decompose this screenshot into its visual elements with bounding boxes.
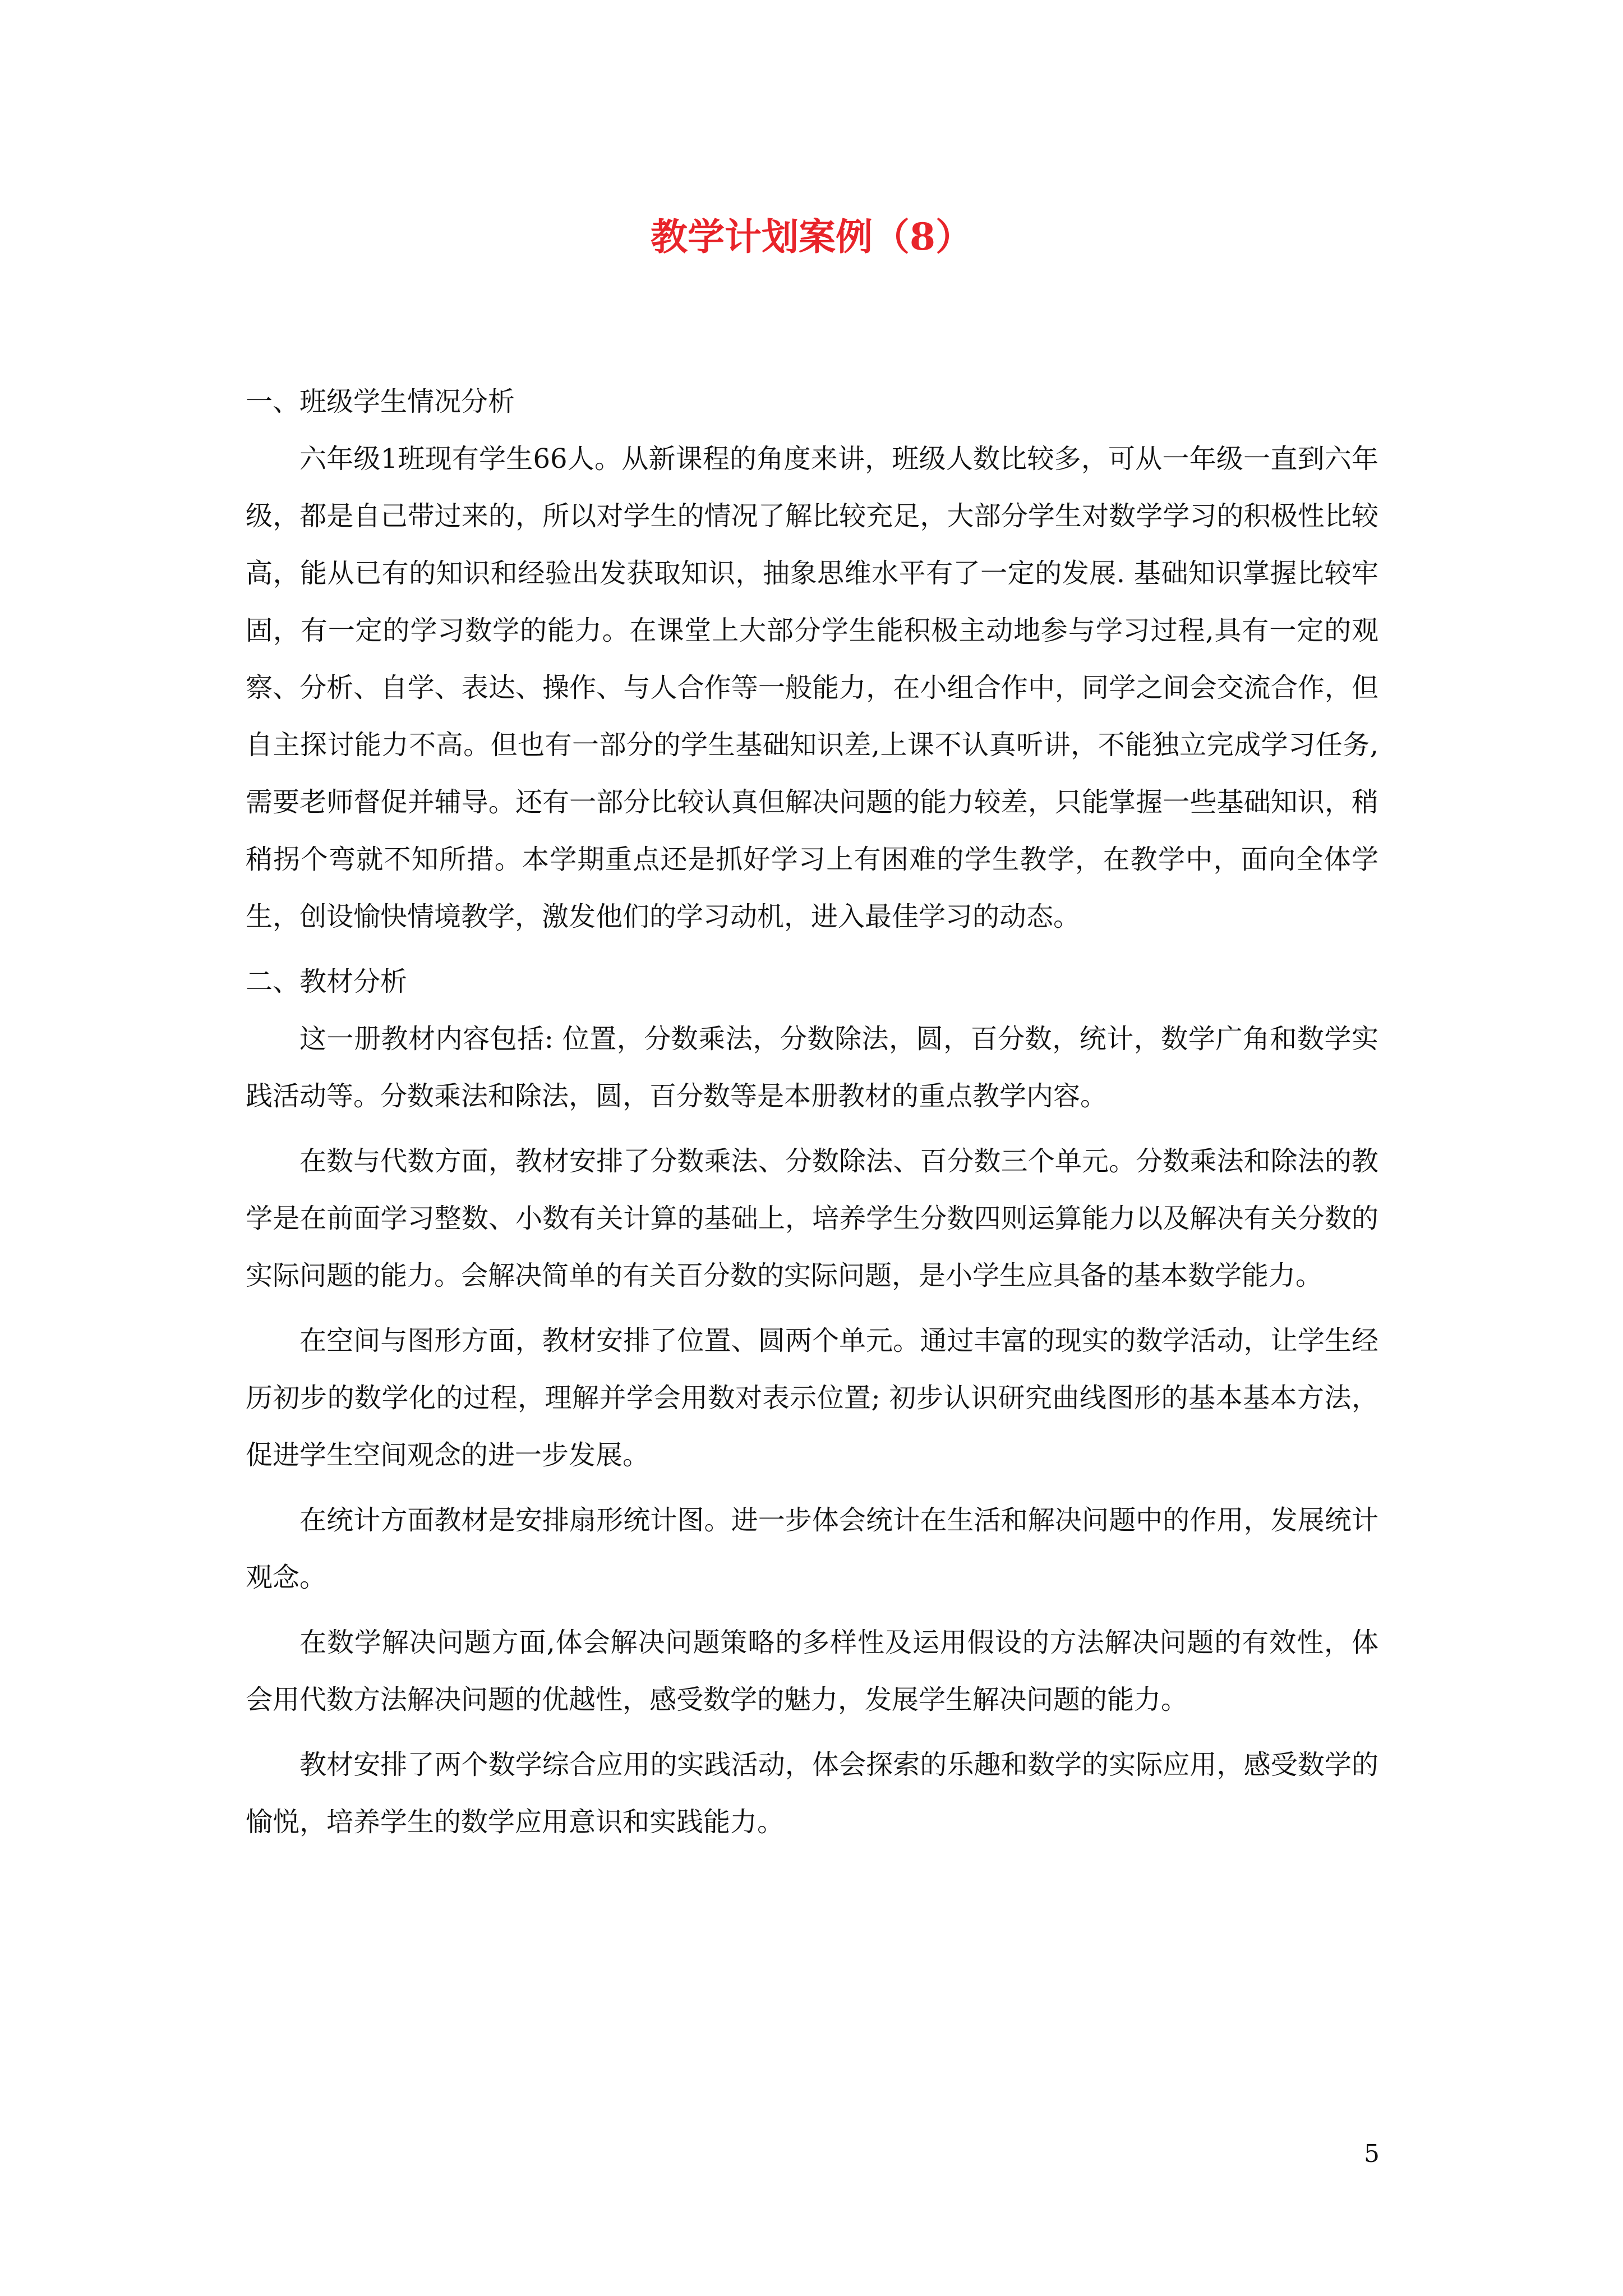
paragraph-space-geometry: 在空间与图形方面，教材安排了位置、圆两个单元。通过丰富的现实的数学活动，让学生经历初步的数学化的过程，理解并学会用数对表示位置; 初步认识研究曲线图形的基本基本方法，促进学生空间观念的进一步发展。: [246, 1325, 1378, 1471]
section-heading-2: 二、教材分析: [246, 966, 408, 997]
page-number: 5: [1364, 2139, 1380, 2168]
paragraph-textbook-content: 这一册教材内容包括: 位置，分数乘法，分数除法，圆，百分数，统计，数学广角和数学实践活动等。分数乘法和除法，圆，百分数等是本册教材的重点教学内容。: [246, 1023, 1378, 1112]
paragraph-practice-activities: 教材安排了两个数学综合应用的实践活动，体会探索的乐趣和数学的实际应用，感受数学的愉悦，培养学生的数学应用意识和实践能力。: [246, 1749, 1378, 1838]
paragraph-number-algebra: 在数与代数方面，教材安排了分数乘法、分数除法、百分数三个单元。分数乘法和除法的教学是在前面学习整数、小数有关计算的基础上，培养学生分数四则运算能力以及解决有关分数的实际问题的能力。会解决简单的有关百分数的实际问题，是小学生应具备的基本数学能力。: [246, 1145, 1378, 1291]
paragraph-problem-solving: 在数学解决问题方面,体会解决问题策略的多样性及运用假设的方法解决问题的有效性，体会用代数方法解决问题的优越性，感受数学的魅力，发展学生解决问题的能力。: [246, 1627, 1378, 1715]
paragraph-statistics: 在统计方面教材是安排扇形统计图。进一步体会统计在生活和解决问题中的作用，发展统计观念。: [246, 1504, 1378, 1593]
document-title: 教学计划案例（8）: [651, 215, 972, 259]
paragraph-class-analysis: 六年级1班现有学生66人。从新课程的角度来讲，班级人数比较多，可从一年级一直到六年级，都是自己带过来的，所以对学生的情况了解比较充足，大部分学生对数学学习的积极性比较高，能从已有的知识和经验出发获取知识，抽象思维水平有了一定的发展. 基础知识掌握比较牢固，有一定的学习数学的能力。在课堂上大部分学生能积极主动地参与学习过程,具有一定的观察、分析、自学、表达、操作、与人合作等一般能力，在小组合作中，同学之间会交流合作，但自主探讨能力不高。但也有一部分的学生基础知识差,上课不认真听讲，不能独立完成学习任务,需要老师督促并辅导。还有一部分比较认真但解决问题的能力较差，只能掌握一些基础知识，稍稍拐个弯就不知所措。本学期重点还是抓好学习上有困难的学生教学，在教学中，面向全体学生，创设愉快情境教学，激发他们的学习动机，进入最佳学习的动态。: [246, 443, 1378, 932]
document-body: [246, 373, 1378, 1858]
section-heading-1: 一、班级学生情况分析: [246, 386, 515, 417]
